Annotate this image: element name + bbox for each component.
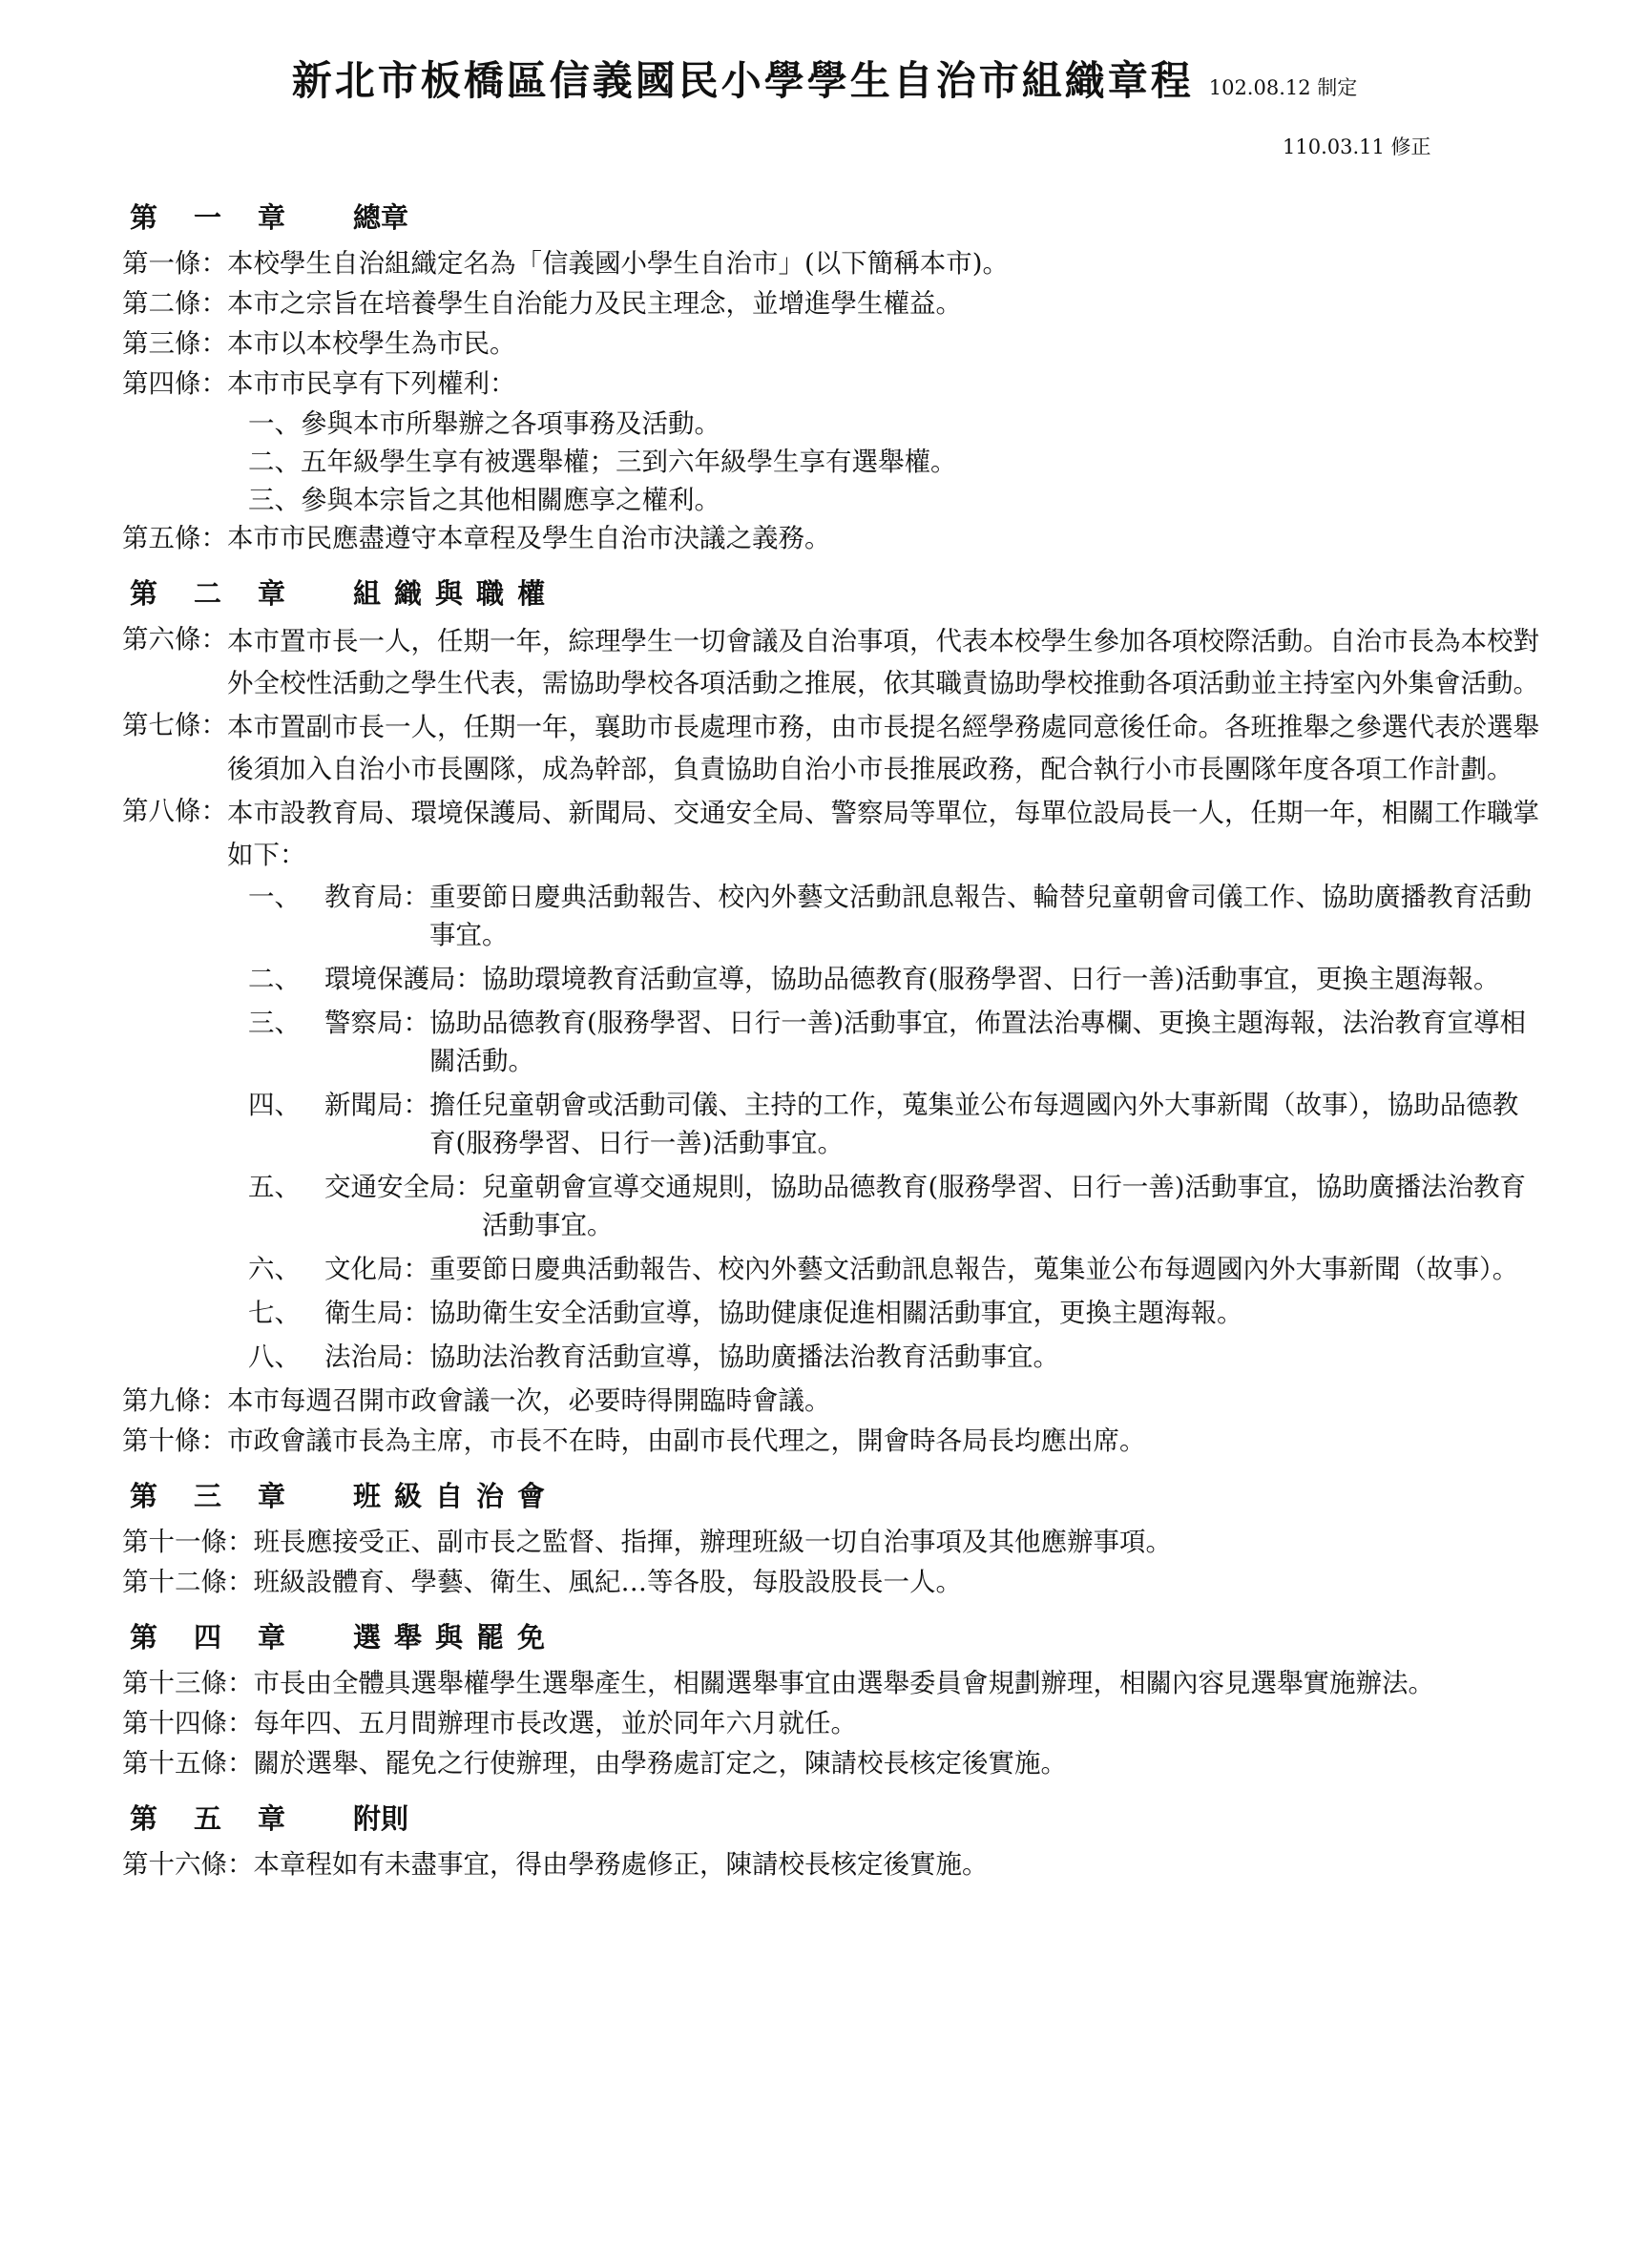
article-label: 第十四條： — [122, 1708, 254, 1738]
bureau-duties: 協助法治教育活動宣導，協助廣播法治教育活動事宜。 — [429, 1342, 1059, 1372]
bureau-number: 六、 — [248, 1254, 301, 1284]
bureau-item — [122, 1250, 1554, 1288]
bureau-item — [122, 1168, 1554, 1244]
bureau-number: 三、 — [248, 1008, 301, 1038]
article-label: 第十二條： — [122, 1567, 254, 1597]
article — [122, 1523, 1554, 1561]
revised-date: 110.03.11 修正 — [1283, 135, 1431, 158]
bureau-name: 文化局： — [324, 1254, 429, 1284]
section-gap — [122, 1784, 1554, 1792]
bureau-duties: 協助品德教育(服務學習、日行一善)活動事宜，佈置法治專欄、更換主題海報，法治教育宣導相關活動。 — [429, 1008, 1526, 1076]
article-label: 第九條： — [122, 1385, 227, 1416]
article-text: 班長應接受正、副市長之監督、指揮，辦理班級一切自治事項及其他應辦事項。 — [253, 1527, 1172, 1557]
bureau-name: 法治局： — [324, 1342, 429, 1372]
article-label: 第十五條： — [122, 1748, 254, 1779]
article-label: 第二條： — [122, 288, 227, 319]
list-item: 二、五年級學生享有被選舉權；三到六年級學生享有選舉權。 — [248, 447, 957, 477]
bureau-item — [122, 1004, 1554, 1080]
article-text: 本市以本校學生為市民。 — [227, 328, 516, 359]
list-item: 一、參與本市所舉辦之各項事務及活動。 — [248, 408, 720, 439]
section-gap — [122, 1603, 1554, 1611]
article — [122, 244, 1554, 282]
title-row — [0, 50, 1649, 107]
bureau-item — [122, 878, 1554, 954]
bureau-item — [122, 1086, 1554, 1162]
chapter-number: 第五章 — [130, 1802, 323, 1835]
chapter-heading — [122, 191, 1554, 244]
bureau-number: 八、 — [248, 1342, 301, 1372]
article-text: 本市每週召開市政會議一次，必要時得開臨時會議。 — [227, 1385, 831, 1416]
chapter-number: 第三章 — [130, 1480, 323, 1512]
bureau-number: 五、 — [248, 1172, 301, 1202]
bureau-item — [122, 960, 1554, 998]
bureau-duties: 兒童朝會宣導交通規則，協助品德教育(服務學習、日行一善)活動事宜，協助廣播法治教育活動事宜。 — [482, 1172, 1526, 1240]
article-text: 市政會議市長為主席，市長不在時，由副市長代理之，開會時各局長均應出席。 — [227, 1425, 1146, 1456]
article — [122, 519, 1554, 557]
article-text: 市長由全體具選舉權學生選舉產生，相關選舉事宜由選舉委員會規劃辦理，相關內容見選舉實施辦法。 — [253, 1668, 1434, 1698]
chapter-heading — [122, 1611, 1554, 1664]
section-gap — [122, 559, 1554, 567]
enacted-date: 102.08.12 制定 — [1208, 76, 1358, 99]
article-label: 第一條： — [122, 248, 227, 279]
article — [122, 1744, 1554, 1782]
article-text: 班級設體育、學藝、衛生、風紀…等各股，每股設股長一人。 — [253, 1567, 962, 1597]
article — [122, 620, 1554, 704]
chapter-number: 第二章 — [130, 577, 323, 610]
article-label: 第七條： — [122, 710, 227, 740]
bureau-name: 警察局： — [324, 1008, 429, 1038]
section-gap — [122, 1462, 1554, 1469]
document-title: 新北市板橋區信義國民小學學生自治市組織章程 — [291, 57, 1194, 104]
bureau-item — [122, 1294, 1554, 1332]
chapter-name: 組織與職權 — [353, 577, 559, 610]
article-text: 本市市民應盡遵守本章程及學生自治市決議之義務。 — [227, 523, 831, 553]
article — [122, 1563, 1554, 1601]
document-body — [122, 191, 1554, 1893]
article-text: 本市置副市長一人，任期一年，襄助市長處理市務，由市長提名經學務處同意後任命。各班推舉之參選代表於選舉後須加入自治小市長團隊，成為幹部，負責協助自治小市長推展政務，配合執行小市長團隊年度各項工作計劃。 — [227, 712, 1539, 784]
chapter-name: 班級自治會 — [353, 1480, 559, 1512]
article — [122, 1382, 1554, 1420]
article-text: 本市設教育局、環境保護局、新聞局、交通安全局、警察局等單位，每單位設局長一人，任期一年，相關工作職掌如下： — [227, 798, 1539, 870]
article — [122, 1422, 1554, 1460]
bureau-list — [122, 878, 1554, 1376]
article — [122, 284, 1554, 323]
bureau-number: 二、 — [248, 964, 301, 994]
list-item: 三、參與本宗旨之其他相關應享之權利。 — [248, 485, 720, 515]
article-text: 本市之宗旨在培養學生自治能力及民主理念，並增進學生權益。 — [227, 288, 962, 319]
chapter-heading — [122, 567, 1554, 620]
article-label: 第五條： — [122, 523, 227, 553]
bureau-name: 衛生局： — [324, 1298, 429, 1328]
section-gap — [122, 1885, 1554, 1893]
article-label: 第六條： — [122, 624, 227, 655]
chapter-name: 附則 — [353, 1802, 409, 1835]
article-label: 第十一條： — [122, 1527, 254, 1557]
chapter-number: 第四章 — [130, 1621, 323, 1654]
bureau-duties: 重要節日慶典活動報告、校內外藝文活動訊息報告、輪替兒童朝會司儀工作、協助廣播教育活動事宜。 — [429, 882, 1532, 950]
bureau-number: 一、 — [248, 882, 301, 912]
article-text: 本市置市長一人，任期一年，綜理學生一切會議及自治事項，代表本校學生參加各項校際活動。自治市長為本校對外全校性活動之學生代表，需協助學校各項活動之推展，依其職責協助學校推動各項活動並主持室內外集會活動。 — [227, 626, 1539, 698]
bureau-number: 四、 — [248, 1090, 301, 1120]
article — [122, 324, 1554, 363]
bureau-duties: 協助環境教育活動宣導，協助品德教育(服務學習、日行一善)活動事宜，更換主題海報。 — [482, 964, 1500, 994]
bureau-item — [122, 1338, 1554, 1376]
article — [122, 792, 1554, 876]
chapter-name: 總章 — [353, 201, 409, 234]
article-text: 本市市民享有下列權利： — [227, 368, 516, 399]
article — [122, 364, 1554, 403]
article — [122, 1664, 1554, 1702]
chapter-number: 第一章 — [130, 201, 323, 234]
article-label: 第十三條： — [122, 1668, 254, 1698]
article-text: 本校學生自治組織定名為「信義國小學生自治市」(以下簡稱本市)。 — [227, 248, 1009, 279]
bureau-duties: 擔任兒童朝會或活動司儀、主持的工作，蒐集並公布每週國內外大事新聞（故事），協助品德教育(服務學習、日行一善)活動事宜。 — [429, 1090, 1519, 1158]
article-text: 本章程如有未盡事宜，得由學務處修正，陳請校長核定後實施。 — [253, 1849, 989, 1880]
article-label: 第十六條： — [122, 1849, 254, 1880]
bureau-name: 新聞局： — [324, 1090, 429, 1120]
article-label: 第四條： — [122, 368, 227, 399]
rights-list — [122, 405, 1554, 519]
bureau-name: 環境保護局： — [324, 964, 482, 994]
chapter-name: 選舉與罷免 — [353, 1621, 559, 1654]
article — [122, 1704, 1554, 1742]
article-text: 關於選舉、罷免之行使辦理，由學務處訂定之，陳請校長核定後實施。 — [253, 1748, 1067, 1779]
article-label: 第十條： — [122, 1425, 227, 1456]
bureau-number: 七、 — [248, 1298, 301, 1328]
chapter-heading — [122, 1469, 1554, 1523]
article — [122, 706, 1554, 790]
article-label: 第三條： — [122, 328, 227, 359]
bureau-duties: 重要節日慶典活動報告、校內外藝文活動訊息報告，蒐集並公布每週國內外大事新聞（故事）。 — [429, 1254, 1519, 1284]
bureau-name: 交通安全局： — [324, 1172, 482, 1202]
article-label: 第八條： — [122, 796, 227, 826]
article-text: 每年四、五月間辦理市長改選，並於同年六月就任。 — [253, 1708, 857, 1738]
chapter-heading — [122, 1792, 1554, 1845]
article — [122, 1845, 1554, 1883]
bureau-name: 教育局： — [324, 882, 429, 912]
bureau-duties: 協助衛生安全活動宣導，協助健康促進相關活動事宜，更換主題海報。 — [429, 1298, 1243, 1328]
